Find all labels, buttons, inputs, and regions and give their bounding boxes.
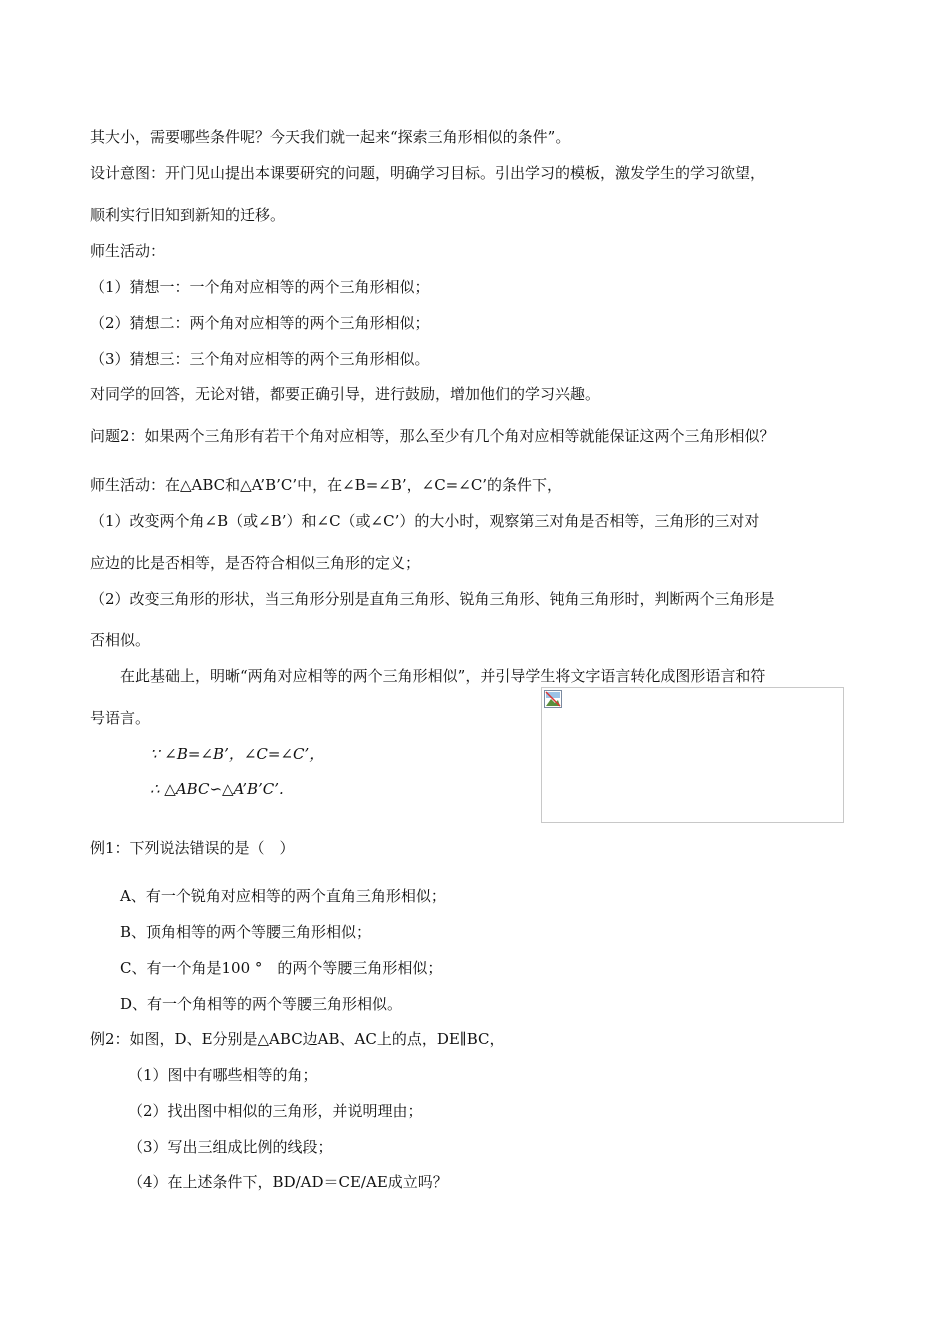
- example-2-q2: （2）找出图中相似的三角形，并说明理由；: [128, 1102, 423, 1120]
- activity-step-2: （2）改变三角形的形状，当三角形分别是直角三角形、锐角三角形、钝角三角形时，判断两个三角形是: [90, 590, 775, 608]
- activity-step-1: （1）改变两个角∠B（或∠B’）和∠C（或∠C’）的大小时，观察第三对角是否相等，三角形的三对对: [90, 512, 760, 530]
- because-statement: ∵ ∠B=∠B’，∠C=∠C’，: [150, 745, 325, 763]
- example-2-q3: （3）写出三组成比例的线段；: [128, 1138, 333, 1156]
- example-2-title: 例2：如图，D、E分别是△ABC边AB、AC上的点，DE∥BC，: [90, 1030, 505, 1048]
- figure-placeholder: [541, 687, 844, 823]
- intro-text: 其大小，需要哪些条件呢？今天我们就一起来“探索三角形相似的条件”。: [90, 128, 571, 146]
- activity-step-1-cont: 应边的比是否相等，是否符合相似三角形的定义；: [90, 554, 421, 572]
- option-a: A、有一个锐角对应相等的两个直角三角形相似；: [120, 887, 446, 905]
- option-d: D、有一个角相等的两个等腰三角形相似。: [120, 995, 403, 1013]
- example-2-q4: （4）在上述条件下，BD/AD＝CE/AE成立吗？: [128, 1173, 448, 1191]
- option-b: B、顶角相等的两个等腰三角形相似；: [120, 923, 372, 941]
- activity-intro: 师生活动：在△ABC和△A’B’C’中，在∠B=∠B’，∠C=∠C’的条件下，: [90, 476, 563, 494]
- design-intent-text-cont: 顺利实行旧知到新知的迁移。: [90, 206, 286, 224]
- broken-image-icon: [544, 690, 562, 708]
- encouragement-text: 对同学的回答，无论对错，都要正确引导，进行鼓励，增加他们的学习兴趣。: [90, 385, 601, 403]
- conjecture-3: （3）猜想三：三个角对应相等的两个三角形相似。: [90, 350, 430, 368]
- question-2: 问题2：如果两个三角形有若干个角对应相等，那么至少有几个角对应相等就能保证这两个三角形相似？: [90, 427, 775, 445]
- therefore-statement: ∴ △ABC∽△A’B’C’.: [150, 780, 284, 798]
- conclusion-text: 在此基础上，明晰“两角对应相等的两个三角形相似”，并引导学生将文字语言转化成图形语言和符: [120, 667, 766, 685]
- design-intent-text: 设计意图：开门见山提出本课要研究的问题，明确学习目标。引出学习的模板，激发学生的学习欲望，: [90, 164, 766, 182]
- conclusion-text-cont: 号语言。: [90, 709, 151, 727]
- activity-step-2-cont: 否相似。: [90, 631, 151, 649]
- conjecture-2: （2）猜想二：两个角对应相等的两个三角形相似；: [90, 314, 430, 332]
- example-2-q1: （1）图中有哪些相等的角；: [128, 1066, 318, 1084]
- example-1-title: 例1：下列说法错误的是（ ）: [90, 839, 295, 857]
- conjecture-1: （1）猜想一：一个角对应相等的两个三角形相似；: [90, 278, 430, 296]
- activity-heading: 师生活动：: [90, 242, 166, 260]
- option-c: C、有一个角是100 ° 的两个等腰三角形相似；: [120, 959, 443, 977]
